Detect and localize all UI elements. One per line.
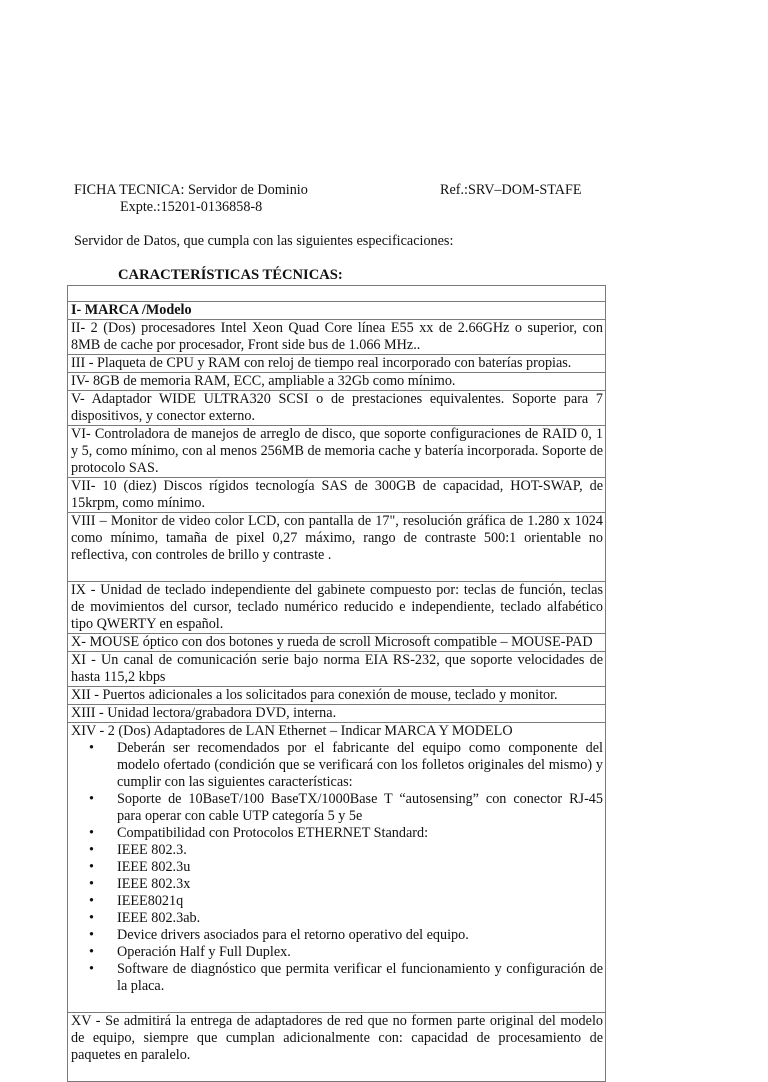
expediente-number: Expte.:15201-0136858-8 bbox=[120, 199, 263, 215]
spec-row-additional-network-adapters-text: XV - Se admitirá la entrega de adaptadores de red que no formen parte original del modelo de equipo, siempre que cumplan adicionalmente con: capacidad de procesamiento de paquetes en paralelo. bbox=[71, 1013, 603, 1063]
spec-row-raid-controller: VI- Controladora de manejos de arreglo de disco, que soporte configuraciones de RAID 0, 1 y 5, como mínimo, con al menos 256MB de memoria cache y batería incorporada. Soporte de protocolo SAS. bbox=[68, 425, 605, 477]
list-item: • IEEE 802.3u bbox=[117, 859, 603, 876]
list-item: • Soporte de 10BaseT/100 BaseTX/1000Base T “autosensing” con conector RJ-45 para operar con cable UTP categoría 5 y 5e bbox=[117, 791, 603, 825]
spec-row-mouse: X- MOUSE óptico con dos botones y rueda de scroll Microsoft compatible – MOUSE-PAD bbox=[68, 633, 605, 651]
section-heading: CARACTERÍSTICAS TÉCNICAS: bbox=[118, 267, 343, 283]
list-item: • Software de diagnóstico que permita verificar el funcionamiento y configuración de la placa. bbox=[117, 961, 603, 995]
spec-row-serial-port: XI - Un canal de comunicación serie bajo norma EIA RS-232, que soporte velocidades de hasta 115,2 kbps bbox=[68, 651, 605, 686]
list-item: • IEEE8021q bbox=[117, 893, 603, 910]
list-item: • IEEE 802.3ab. bbox=[117, 910, 603, 927]
spec-row-motherboard: III - Plaqueta de CPU y RAM con reloj de tiempo real incorporado con baterías propias. bbox=[68, 354, 605, 372]
spec-row-hard-disks: VII- 10 (diez) Discos rígidos tecnología SAS de 300GB de capacidad, HOT-SWAP, de 15krpm, como mínimo. bbox=[68, 477, 605, 512]
spec-row-lan-adapters-text: XIV - 2 (Dos) Adaptadores de LAN Ethernet – Indicar MARCA Y MODELO bbox=[71, 723, 513, 739]
list-item: • Operación Half y Full Duplex. bbox=[117, 944, 603, 961]
list-item: • Deberán ser recomendados por el fabricante del equipo como componente del modelo ofertado (condición que se verificará con los folletos originales del mismo) y cumplir con las siguientes características: bbox=[117, 740, 603, 791]
spec-row-monitor-text: VIII – Monitor de video color LCD, con pantalla de 17", resolución gráfica de 1.280 x 1024 como mínimo, tamaña de pixel 0,27 máximo, rango de contraste 500:1 orientable no reflectiva, con controles de brillo y contraste . bbox=[71, 513, 603, 563]
specifications-table bbox=[67, 285, 606, 1082]
spec-row-monitor bbox=[68, 512, 605, 581]
spacer bbox=[71, 1064, 603, 1081]
list-item: • IEEE 802.3x bbox=[117, 876, 603, 893]
spec-row-memory: IV- 8GB de memoria RAM, ECC, ampliable a 32Gb como mínimo. bbox=[68, 372, 605, 390]
document-title: FICHA TECNICA: Servidor de Dominio bbox=[74, 182, 308, 198]
reference-code: Ref.:SRV–DOM-STAFE bbox=[440, 182, 582, 198]
spec-row-brand-model: I- MARCA /Modelo bbox=[68, 301, 605, 319]
spec-row-dvd-drive: XIII - Unidad lectora/grabadora DVD, interna. bbox=[68, 704, 605, 722]
spec-row-keyboard: IX - Unidad de teclado independiente del gabinete compuesto por: teclas de función, teclas de movimientos del cursor, teclado numérico reducido e independiente, teclado alfabético tipo QWERTY en español. bbox=[68, 581, 605, 633]
spacer bbox=[71, 995, 603, 1012]
spec-row-additional-ports: XII - Puertos adicionales a los solicitados para conexión de mouse, teclado y monitor. bbox=[68, 686, 605, 704]
list-item: • IEEE 802.3. bbox=[117, 842, 603, 859]
spec-row-scsi-adapter: V- Adaptador WIDE ULTRA320 SCSI o de prestaciones equivalentes. Soporte para 7 dispositivos, y conector externo. bbox=[68, 390, 605, 425]
list-item: • Compatibilidad con Protocolos ETHERNET Standard: bbox=[117, 825, 603, 842]
list-item: • Device drivers asociados para el retorno operativo del equipo. bbox=[117, 927, 603, 944]
spacer bbox=[71, 564, 603, 581]
lan-requirements-list bbox=[71, 740, 603, 995]
spec-row-additional-network-adapters bbox=[68, 1012, 605, 1081]
spec-row-processors: II- 2 (Dos) procesadores Intel Xeon Quad Core línea E55 xx de 2.66GHz o superior, con 8MB de cache por procesador, Front side bus de 1.066 MHz.. bbox=[68, 319, 605, 354]
spec-row-lan-adapters bbox=[68, 722, 605, 1012]
table-header-row bbox=[68, 286, 605, 301]
intro-paragraph: Servidor de Datos, que cumpla con las siguientes especificaciones: bbox=[74, 233, 454, 249]
